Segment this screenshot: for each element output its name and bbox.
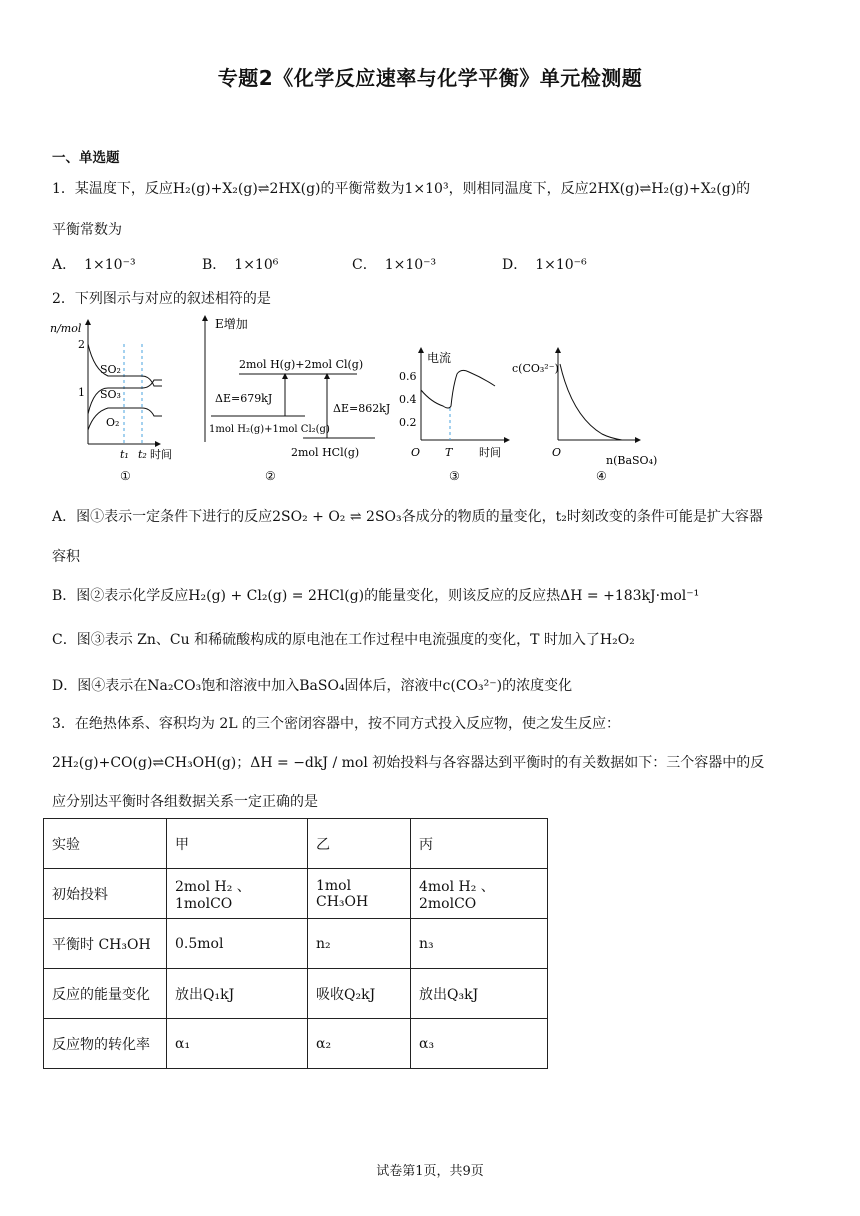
table-row — [44, 869, 548, 919]
table-row — [44, 969, 548, 1019]
tick-1: 1 — [78, 386, 85, 399]
y-axis-label: 电流 — [427, 351, 452, 365]
option-text: 1×10⁻³ — [384, 257, 437, 273]
q1-option-d — [502, 254, 587, 274]
q1-stem-line1: 1．某温度下，反应H₂(g)+X₂(g)⇌2HX(g)的平衡常数为1×10³，则相同温度下，反应2HX(g)⇌H₂(g)+X₂(g)的 — [52, 181, 751, 197]
q3-stem-line2: 2H₂(g)+CO(g)⇌CH₃OH(g)；ΔH = −dkJ / mol 初始投料与各容器达到平衡时的有关数据如下：三个容器中的反 — [52, 755, 765, 771]
table-cell: 吸收Q₂kJ — [308, 969, 411, 1019]
q3-stem-line1: 3．在绝热体系、容积均为 2L 的三个密闭容器中，按不同方式投入反应物，使之发生反应： — [52, 716, 621, 732]
de2-label: ΔE=862kJ — [333, 402, 391, 415]
t1-label: t₁ — [120, 448, 129, 461]
tick-06: 0.6 — [399, 370, 417, 383]
table-cell: n₂ — [308, 919, 411, 969]
figure-caption: ① — [120, 469, 131, 483]
figure-1 — [50, 318, 190, 488]
page-title: 专题2《化学反应速率与化学平衡》单元检测题 — [217, 66, 643, 90]
table-cell: 1mol CH₃OH — [308, 869, 411, 919]
q1-stem-line2: 平衡常数为 — [52, 222, 122, 238]
x-axis-label: n(BaSO₄) — [606, 454, 658, 467]
option-text: 1×10⁻⁶ — [535, 257, 587, 273]
table-row — [44, 819, 548, 869]
tick-02: 0.2 — [399, 416, 417, 429]
so3-label: SO₃ — [100, 388, 121, 401]
table-cell: 实验 — [44, 819, 167, 869]
figure-caption: ② — [265, 469, 276, 483]
option-text: 1×10⁻³ — [84, 257, 136, 273]
option-text: 1×10⁶ — [234, 257, 279, 273]
table-cell: 放出Q₁kJ — [167, 969, 308, 1019]
concentration-curve — [560, 364, 622, 440]
so2-label: SO₂ — [100, 363, 121, 376]
o2-curve — [88, 408, 162, 430]
q2-option-b: B．图②表示化学反应H₂(g) + Cl₂(g) = 2HCl(g)的能量变化，则该反应的反应热ΔH = +183kJ·mol⁻¹ — [52, 588, 700, 604]
option-label: D． — [502, 257, 528, 273]
figure-3 — [395, 346, 520, 488]
table-cell: n₃ — [411, 919, 548, 969]
figure-4 — [512, 346, 662, 488]
energy-axis-label: E增加 — [215, 317, 248, 331]
origin-label: O — [552, 446, 562, 459]
y-axis-label: n/mol — [50, 322, 82, 335]
level-products-label: 2mol HCl(g) — [291, 446, 360, 459]
q3-stem-line3: 应分别达平衡时各组数据关系一定正确的是 — [52, 794, 318, 810]
y-axis-label: c(CO₃²⁻) — [512, 362, 559, 375]
table-cell: 反应的能量变化 — [44, 969, 167, 1019]
q1-option-b — [202, 254, 278, 274]
table-cell: 放出Q₃kJ — [411, 969, 548, 1019]
figure-caption: ④ — [596, 469, 607, 483]
table-cell: α₁ — [167, 1019, 308, 1069]
q2-option-c: C．图③表示 Zn、Cu 和稀硫酸构成的原电池在工作过程中电流强度的变化，T 时加入了H₂O₂ — [52, 632, 635, 648]
option-label: C． — [352, 257, 377, 273]
table-cell: α₃ — [411, 1019, 548, 1069]
q1-option-a — [52, 254, 136, 274]
table-cell: 2mol H₂ 、1molCO — [167, 869, 308, 919]
tick-2: 2 — [78, 338, 85, 351]
section-heading: 一、单选题 — [52, 150, 120, 166]
table-cell: 平衡时 CH₃OH — [44, 919, 167, 969]
q2-option-d: D．图④表示在Na₂CO₃饱和溶液中加入BaSO₄固体后，溶液中c(CO₃²⁻)的浓度变化 — [52, 678, 573, 694]
de1-label: ΔE=679kJ — [215, 392, 273, 405]
origin-label: O — [411, 446, 421, 459]
table-cell: 反应物的转化率 — [44, 1019, 167, 1069]
option-label: A． — [52, 257, 77, 273]
table-row — [44, 919, 548, 969]
page-footer: 试卷第1页，共9页 — [376, 1164, 484, 1179]
level-reactants-label: 1mol H₂(g)+1mol Cl₂(g) — [209, 424, 330, 435]
table-cell: 0.5mol — [167, 919, 308, 969]
table-cell: α₂ — [308, 1019, 411, 1069]
table-row — [44, 1019, 548, 1069]
figure-caption: ③ — [449, 469, 460, 483]
table-cell: 初始投料 — [44, 869, 167, 919]
table-cell: 乙 — [308, 819, 411, 869]
q2-stem: 2．下列图示与对应的叙述相符的是 — [52, 291, 271, 307]
level-atoms-label: 2mol H(g)+2mol Cl(g) — [239, 358, 364, 371]
table-cell: 4mol H₂ 、2molCO — [411, 869, 548, 919]
o2-label: O₂ — [106, 416, 120, 429]
table-cell: 甲 — [167, 819, 308, 869]
current-curve — [421, 370, 495, 408]
table-cell: 丙 — [411, 819, 548, 869]
q1-option-c — [352, 254, 436, 274]
t2-label: t₂ — [138, 448, 147, 461]
q2-option-a-line1: A．图①表示一定条件下进行的反应2SO₂ + O₂ ⇌ 2SO₃各成分的物质的量变化，t₂时刻改变的条件可能是扩大容器 — [52, 509, 763, 525]
q2-option-a-line2: 容积 — [52, 549, 80, 565]
x-axis-label: 时间 — [150, 448, 172, 461]
option-label: B． — [202, 257, 227, 273]
t-label: T — [445, 446, 453, 459]
figure-2 — [195, 312, 391, 488]
x-axis-label: 时间 — [479, 446, 501, 459]
tick-04: 0.4 — [399, 393, 417, 406]
data-table — [43, 818, 548, 1069]
